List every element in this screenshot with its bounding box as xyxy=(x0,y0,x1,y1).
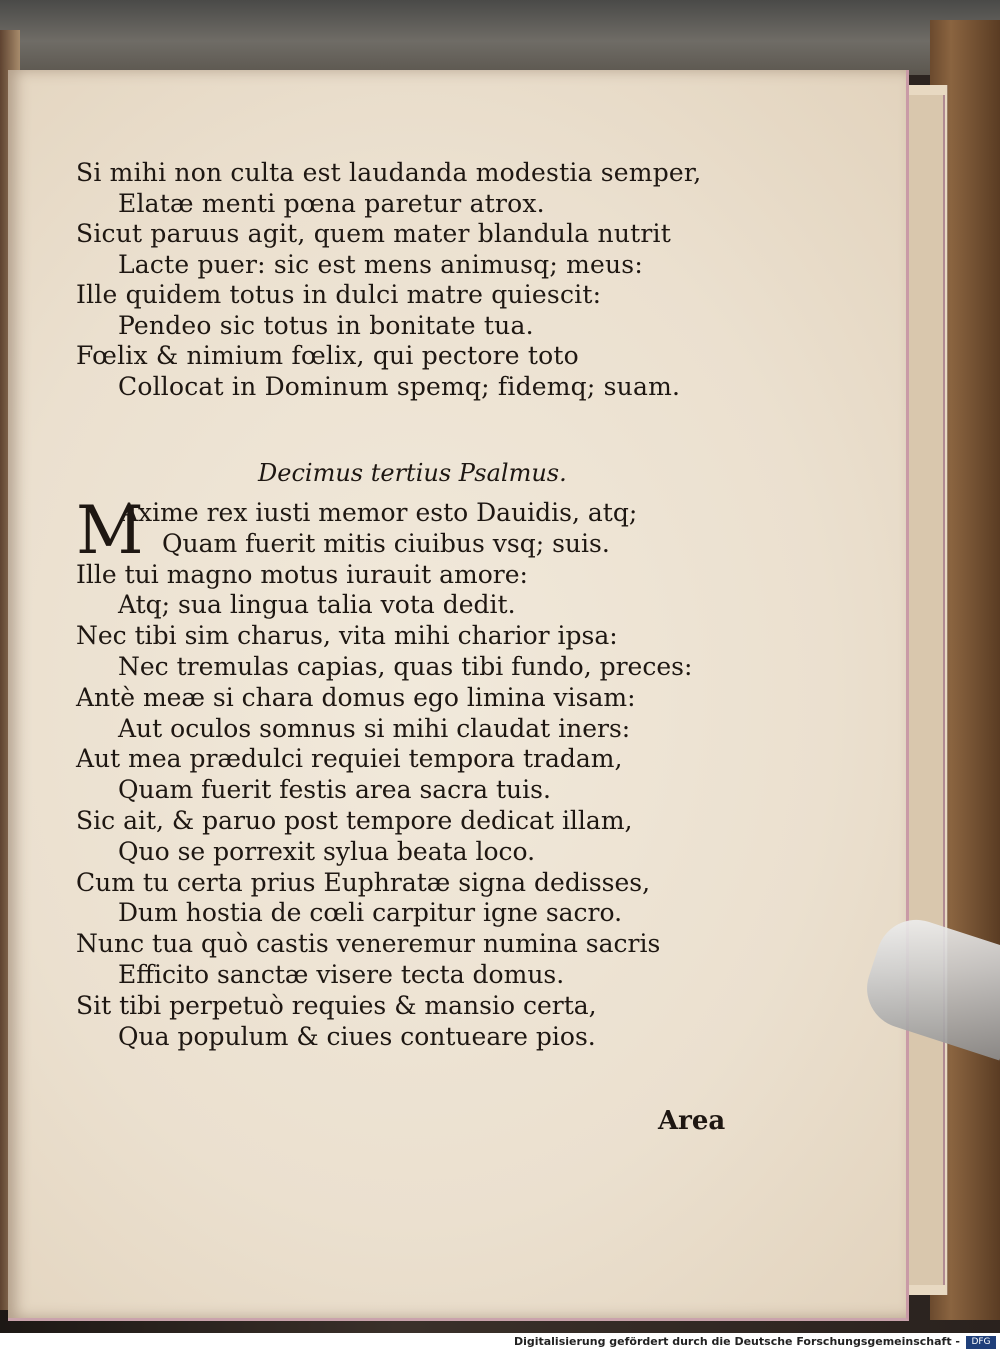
verse-line: Atq; sua lingua talia vota dedit. xyxy=(118,590,516,620)
verse-line: Axime rex iusti memor esto Dauidis, atq; xyxy=(120,498,638,527)
poem-stanza-2 xyxy=(76,492,856,1052)
verse-line: Qua populum & ciues contueare pios. xyxy=(118,1021,596,1051)
funding-credit: Digitalisierung gefördert durch die Deutsche Forschungsgemeinschaft - xyxy=(513,1335,960,1348)
dfg-logo: DFG xyxy=(966,1336,996,1349)
drop-capital: M xyxy=(76,492,144,569)
verse-line: Nunc tua quò castis veneremur numina sacris xyxy=(76,929,661,959)
verse-line: Ille quidem totus in dulci matre quiescit: xyxy=(76,280,602,309)
verse-line: Aut oculos somnus si mihi claudat iners: xyxy=(118,713,631,743)
verse-line: Pendeo sic totus in bonitate tua. xyxy=(118,310,534,340)
verse-lines xyxy=(76,560,856,1053)
book-cover-top xyxy=(0,0,1000,75)
verse-line: Aut mea prædulci requiei tempora tradam, xyxy=(76,744,623,774)
verse-line: Si mihi non culta est laudanda modestia semper, xyxy=(76,158,702,187)
catchword: Area xyxy=(658,1106,726,1136)
verse-line: Cum tu certa prius Euphratæ signa dedisses, xyxy=(76,867,651,897)
verse-line: Dum hostia de cœli carpitur igne sacro. xyxy=(118,898,623,928)
verse-line: Quo se porrexit sylua beata loco. xyxy=(118,836,536,866)
verse-line: Efficito sanctæ visere tecta domus. xyxy=(118,959,565,989)
psalm-heading: Decimus tertius Psalmus. xyxy=(258,459,567,487)
verse-line: Nec tremulas capias, quas tibi fundo, preces: xyxy=(118,651,693,681)
verse-line: Ille tui magno motus iurauit amore: xyxy=(76,559,528,589)
verse-line: Elatæ menti pœna paretur atrox. xyxy=(118,188,545,218)
verse-line: Antè meæ si chara domus ego limina visam: xyxy=(76,682,636,712)
verse-line: Sit tibi perpetuò requies & mansio certa, xyxy=(76,990,597,1020)
verse-line: Nec tibi sim charus, vita mihi charior ipsa: xyxy=(76,621,618,651)
verse-line: Sic ait, & paruo post tempore dedicat illam, xyxy=(76,805,633,835)
footer-bar xyxy=(0,1333,1000,1353)
verse-line: Lacte puer: sic est mens animusq; meus: xyxy=(118,249,643,279)
verse-line: Collocat in Dominum spemq; fidemq; suam. xyxy=(118,371,681,401)
verse-line: Sicut paruus agit, quem mater blandula nutrit xyxy=(76,219,671,248)
book-page xyxy=(8,70,909,1321)
verse-line: Quam fuerit festis area sacra tuis. xyxy=(118,775,551,805)
verse-line: Quam fuerit mitis ciuibus vsq; suis. xyxy=(162,528,610,558)
verse-line: Fœlix & nimium fœlix, qui pectore toto xyxy=(76,341,579,370)
poem-stanza-1 xyxy=(76,158,856,402)
